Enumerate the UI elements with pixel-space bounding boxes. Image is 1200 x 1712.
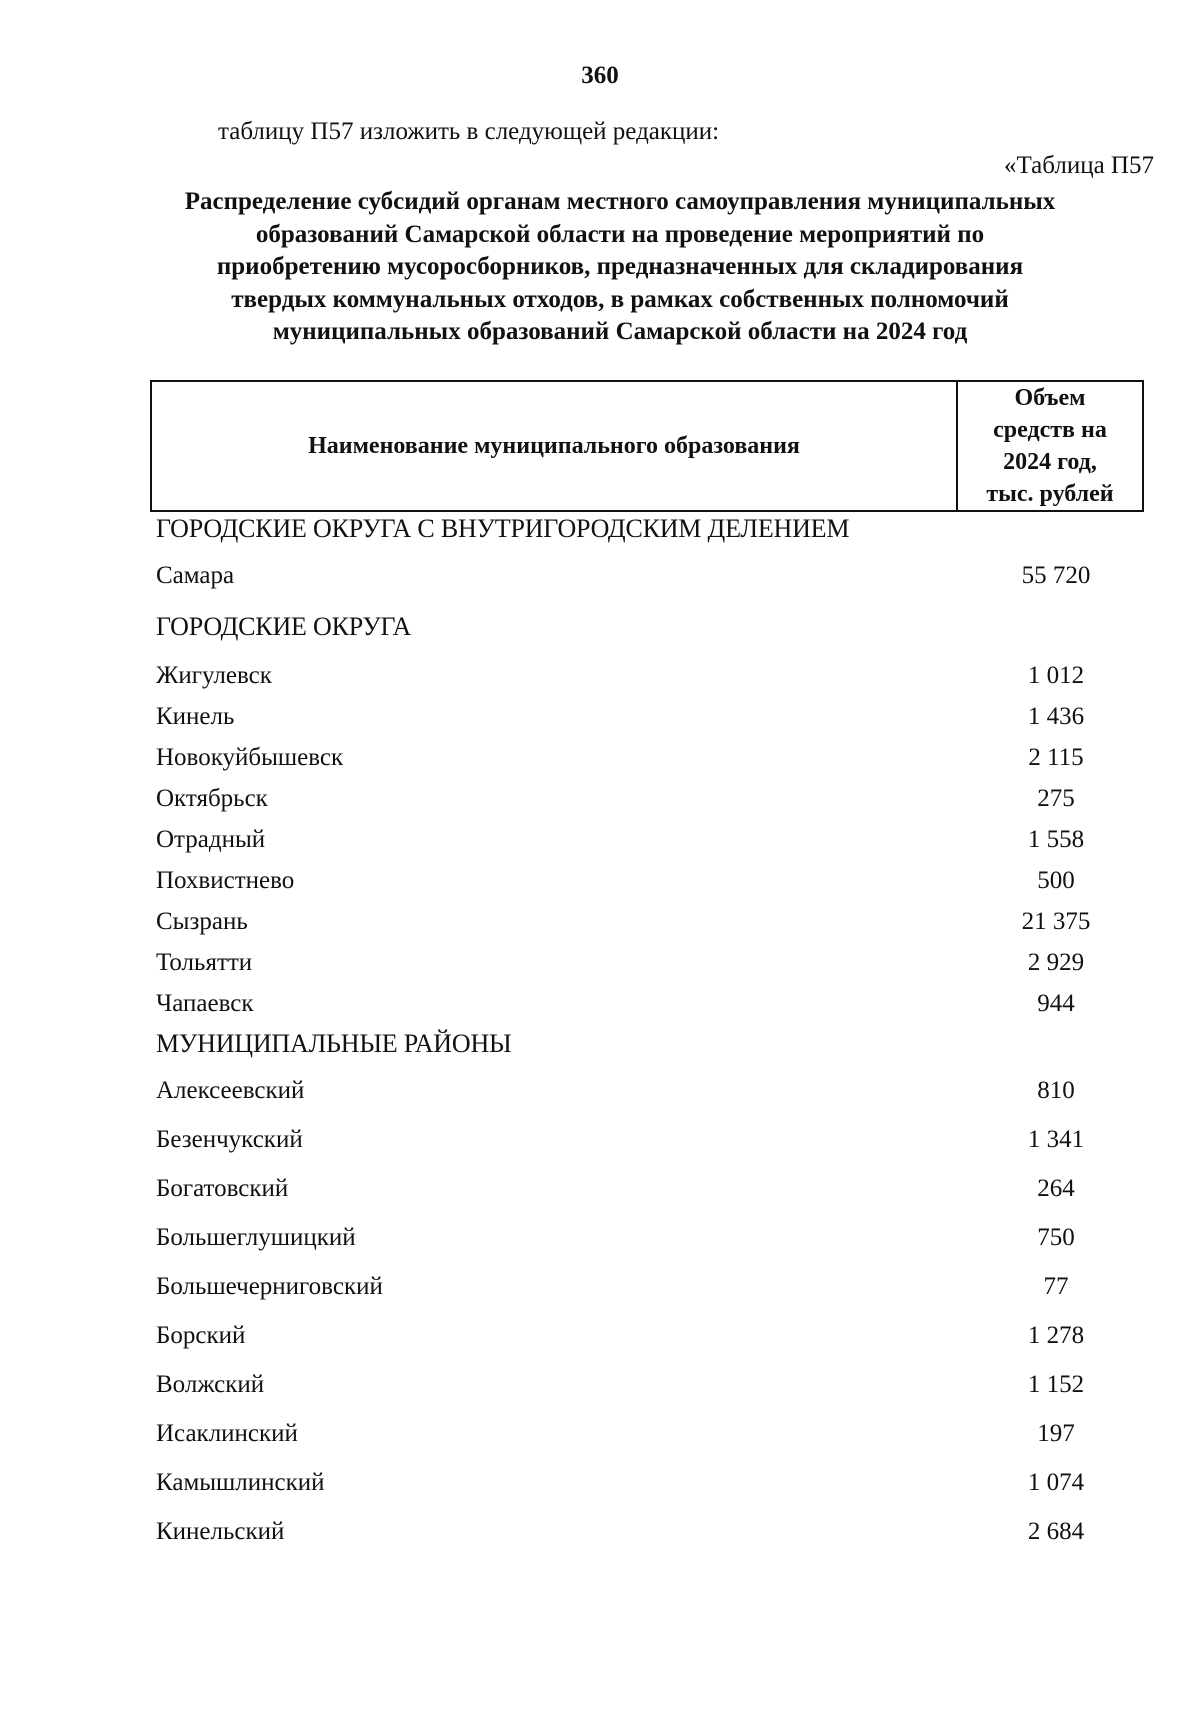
- title-line: приобретению мусоросборников, предназначенных для складирования: [216, 253, 1024, 280]
- municipality-name: Похвистнево: [156, 867, 295, 894]
- municipality-name: Волжский: [156, 1371, 265, 1398]
- municipality-name: Исаклинский: [156, 1420, 298, 1447]
- municipality-name: Кинельский: [156, 1518, 285, 1545]
- municipality-name: Отрадный: [156, 826, 266, 853]
- page-number: 360: [581, 62, 619, 89]
- section-header: МУНИЦИПАЛЬНЫЕ РАЙОНЫ: [156, 1029, 512, 1058]
- municipality-name: Октябрьск: [156, 785, 268, 812]
- header-amount-column: Объем средств на 2024 год, тыс. рублей: [986, 385, 1114, 507]
- municipality-name: Новокуйбышевск: [156, 744, 344, 771]
- title-line: муниципальных образований Самарской области на 2024 год: [272, 318, 968, 345]
- municipality-name: Борский: [156, 1322, 246, 1349]
- municipality-name: Жигулевск: [156, 662, 272, 689]
- municipality-name: Безенчукский: [156, 1126, 303, 1153]
- title-line: образований Самарской области на проведение мероприятий по: [255, 220, 985, 248]
- section-header: ГОРОДСКИЕ ОКРУГА С ВНУТРИГОРОДСКИМ ДЕЛЕНИЕМ: [156, 514, 850, 543]
- municipality-name: Алексеевский: [156, 1077, 305, 1104]
- intro-text: таблицу П57 изложить в следующей редакции:: [218, 118, 720, 145]
- section-header: ГОРОДСКИЕ ОКРУГА: [156, 612, 412, 641]
- table-title: [120, 186, 1120, 349]
- title-line: твердых коммунальных отходов, в рамках собственных полномочий: [231, 285, 1009, 313]
- header-name-column: Наименование муниципального образования: [152, 382, 958, 510]
- municipality-name: Кинель: [156, 703, 235, 730]
- title-line: Распределение субсидий органам местного самоуправления муниципальных: [184, 188, 1056, 215]
- table-reference: «Таблица П57: [1004, 152, 1154, 179]
- table-header: [150, 380, 1144, 512]
- municipality-name: Большечерниговский: [156, 1273, 383, 1300]
- municipality-name: Сызрань: [156, 908, 248, 935]
- municipality-name: Чапаевск: [156, 990, 254, 1017]
- municipality-name: Тольятти: [156, 949, 253, 976]
- municipality-name: Камышлинский: [156, 1469, 325, 1496]
- municipality-name: Большеглушицкий: [156, 1224, 356, 1251]
- municipality-name: Богатовский: [156, 1175, 289, 1202]
- municipality-name: Самара: [156, 562, 235, 589]
